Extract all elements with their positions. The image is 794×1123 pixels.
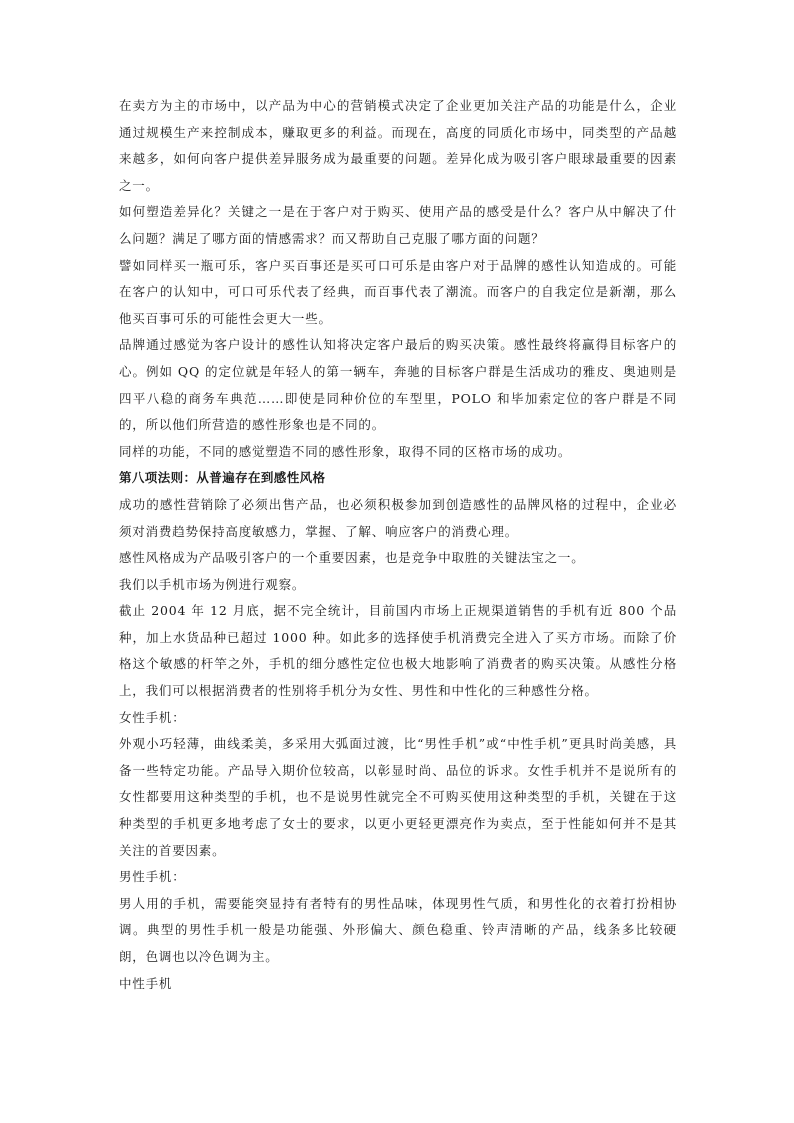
paragraph-seller-market: 在卖方为主的市场中，以产品为中心的营销模式决定了企业更加关注产品的功能是什么，企业通过规模生产来控制成本，赚取更多的利益。而现在，高度的同质化市场中，同类型的产品越来越多，如何向客户提供差异服务成为最重要的问题。差异化成为吸引客户眼球最重要的因素之一。 bbox=[119, 98, 677, 193]
document-body bbox=[119, 93, 677, 997]
paragraph-brand-perception: 品牌通过感觉为客户设计的感性认知将决定客户最后的购买决策。感性最终将赢得目标客户的心。例如 QQ 的定位就是年轻人的第一辆车，奔驰的目标客户群是生活成功的雅皮、奥迪则是四平八稳的商务车典范……即使是同种价位的车型里，POLO 和毕加索定位的客户群是不同的，所以他们所营造的感性形象也是不同的。 bbox=[119, 337, 677, 433]
subheading-female-phone: 女性手机： bbox=[119, 709, 186, 725]
subheading-male-phone: 男性手机： bbox=[119, 869, 186, 885]
paragraph-same-function: 同样的功能，不同的感觉塑造不同的感性形象，取得不同的区格市场的成功。 bbox=[119, 443, 572, 459]
paragraph-cola-example: 譬如同样买一瓶可乐，客户买百事还是买可口可乐是由客户对于品牌的感性认知造成的。可能在客户的认知中，可口可乐代表了经典，而百事代表了潮流。而客户的自我定位是新潮，那么他买百事可乐的可能性会更大一些。 bbox=[119, 257, 677, 326]
paragraph-phone-market-intro: 我们以手机市场为例进行观察。 bbox=[119, 576, 306, 592]
paragraph-successful-marketing: 成功的感性营销除了必须出售产品，也必须积极参加到创造感性的品牌风格的过程中，企业必须对消费趋势保持高度敏感力，掌握、了解、响应客户的消费心理。 bbox=[119, 496, 677, 539]
subheading-neutral-phone: 中性手机 bbox=[119, 975, 173, 991]
paragraph-female-phone: 外观小巧轻薄，曲线柔美，多采用大弧面过渡，比“男性手机”或“中性手机”更具时尚美感，具备一些特定功能。产品导入期价位较高，以彰显时尚、品位的诉求。女性手机并不是说所有的女性都要用这种类型的手机，也不是说男性就完全不可购买使用这种类型的手机，关键在于这种类型的手机更多地考虑了女士的要求，以更小更轻更漂亮作为卖点，至于性能如何并不是其关注的首要因素。 bbox=[119, 736, 677, 858]
section-heading-rule-eight: 第八项法则：从普遍存在到感性风格 bbox=[119, 470, 326, 486]
paragraph-phone-statistics: 截止 2004 年 12 月底，据不完全统计，目前国内市场上正规渠道销售的手机有近 800 个品种，加上水货品种已超过 1000 种。如此多的选择使手机消费完全进入了买方市场。而除了价格这个敏感的杆竿之外，手机的细分感性定位也极大地影响了消费者的购买决策。从感性分格上，我们可以根据消费者的性别将手机分为女性、男性和中性化的三种感性分格。 bbox=[119, 603, 677, 699]
paragraph-male-phone: 男人用的手机，需要能突显持有者特有的男性品味，体现男性气质，和男性化的衣着打扮相协调。典型的男性手机一般是功能强、外形偏大、颜色稳重、铃声清晰的产品，线条多比较硬朗，色调也以冷色调为主。 bbox=[119, 895, 677, 964]
paragraph-how-to-differentiate: 如何塑造差异化？关键之一是在于客户对于购买、使用产品的感受是什么？客户从中解决了什么问题？满足了哪方面的情感需求？而又帮助自己克服了哪方面的问题？ bbox=[119, 204, 677, 246]
paragraph-perceptual-style: 感性风格成为产品吸引客户的一个重要因素，也是竞争中取胜的关键法宝之一。 bbox=[119, 550, 585, 566]
